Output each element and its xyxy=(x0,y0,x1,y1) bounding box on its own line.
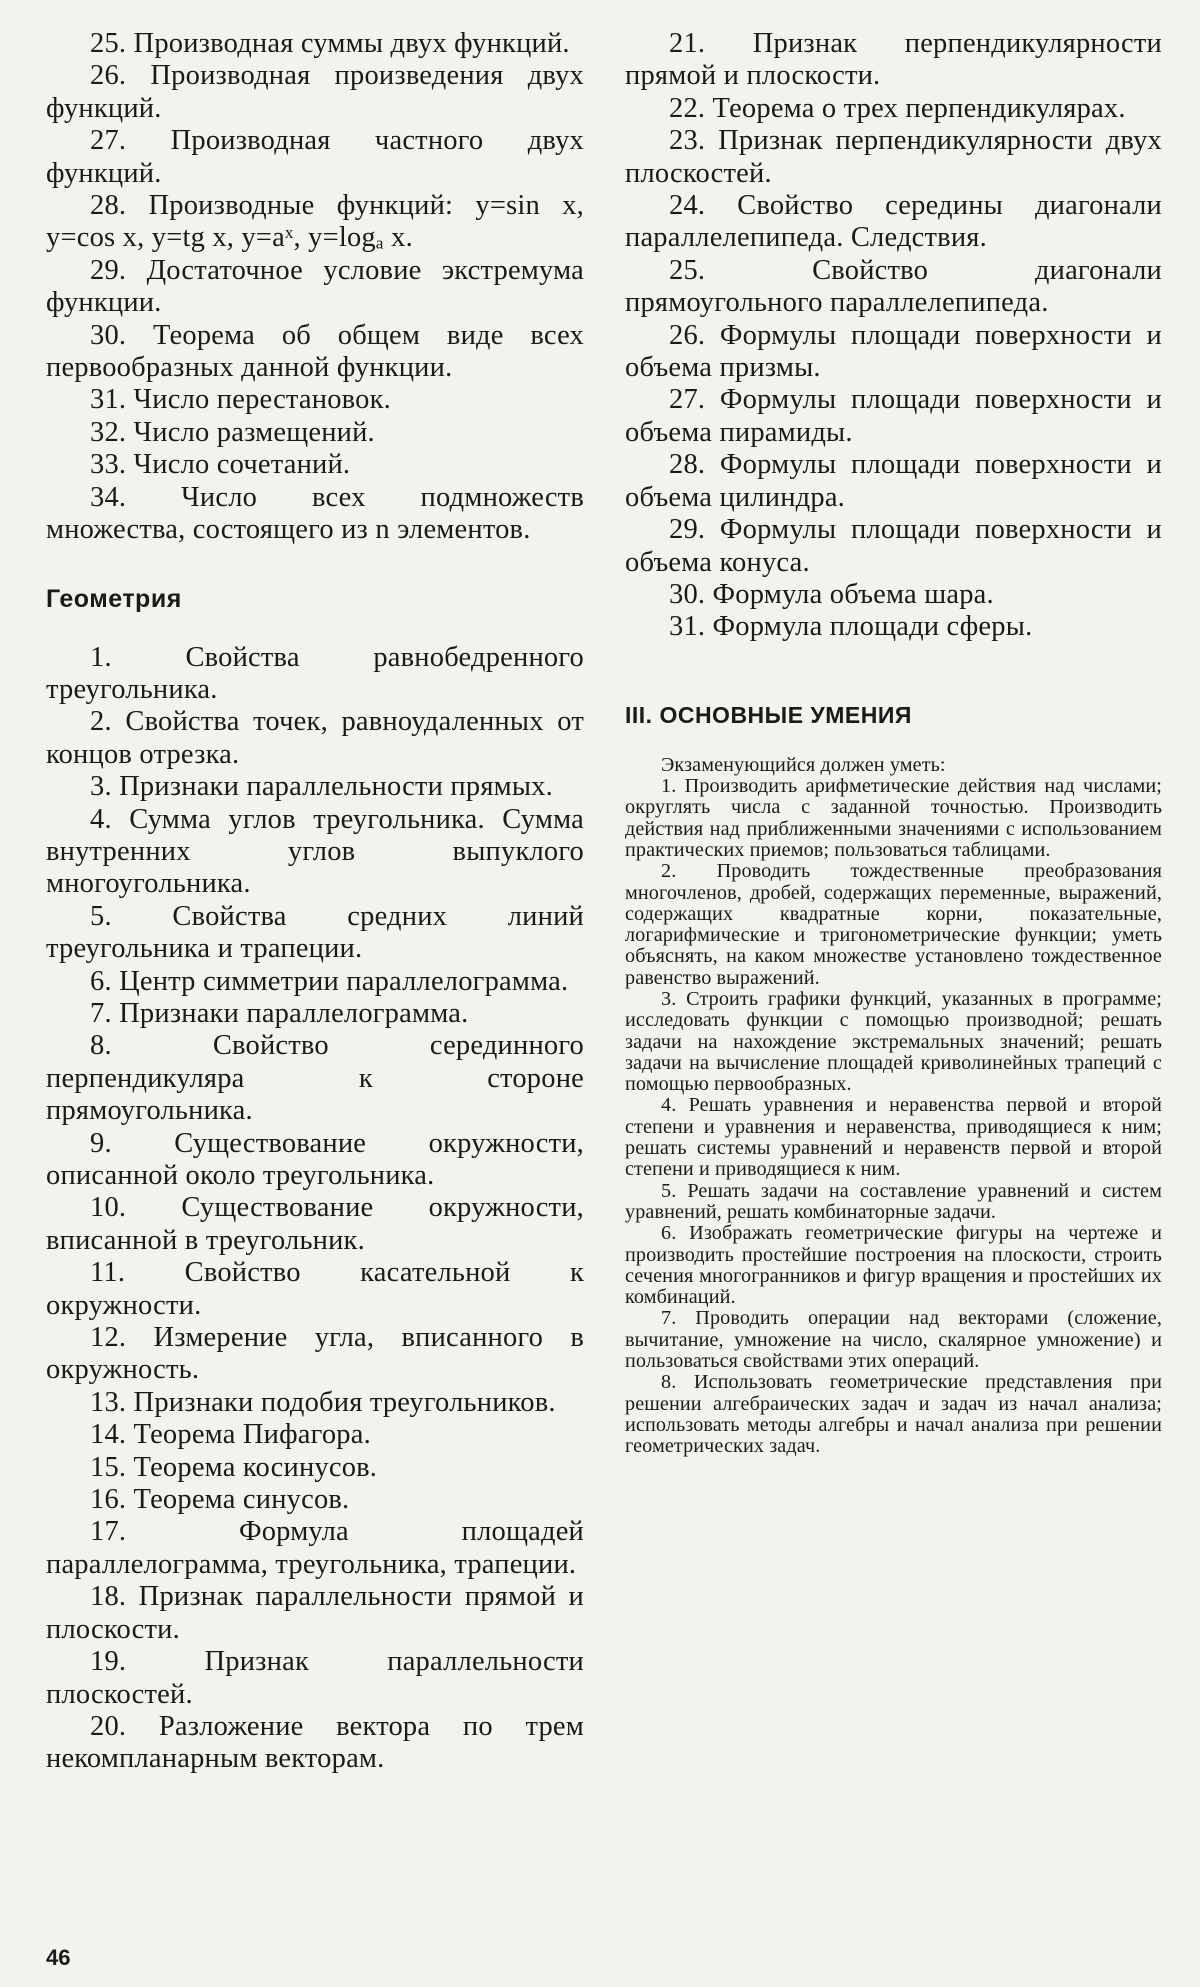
list-item: 30. Теорема об общем виде всех первообразных данной функции. xyxy=(46,319,584,384)
list-item: 34. Число всех подмножеств множества, состоящего из n элементов. xyxy=(46,481,584,546)
list-item: 20. Разложение вектора по трем некомпланарным векторам. xyxy=(46,1710,584,1775)
list-item: 17. Формула площадей параллелограмма, треугольника, трапеции. xyxy=(46,1516,584,1580)
skill-item: 5. Решать задачи на составление уравнений и систем уравнений, решать комбинаторные задачи. xyxy=(625,1179,1162,1223)
list-item: 31. Формула площади сферы. xyxy=(669,611,1033,643)
list-item: 23. Признак перпендикулярности двух плоскостей. xyxy=(625,125,1162,189)
list-item: 28. Производные функций: y=sin x, y=cos x, y=tg x, y=aˣ, y=logₐ x. xyxy=(46,190,584,254)
list-item: 18. Признак параллельности прямой и плоскости. xyxy=(46,1581,584,1645)
list-item: 26. Производная произведения двух функций. xyxy=(46,60,584,124)
skill-item: 8. Использовать геометрические представления при решении алгебраических задач и задач из начал анализа; использовать методы алгебры и начал анализа при решении геометрических задач. xyxy=(625,1371,1162,1458)
list-item: 24. Свойство середины диагонали параллелепипеда. Следствия. xyxy=(625,190,1162,254)
list-item: 32. Число размещений. xyxy=(90,416,375,448)
list-item: 30. Формула объема шара. xyxy=(669,578,994,610)
list-item: 25. Свойство диагонали прямоугольного параллелепипеда. xyxy=(625,254,1162,319)
skill-item: 4. Решать уравнения и неравенства первой и второй степени и уравнения и неравенства, приводящиеся к ним; решать системы уравнений и неравенств первой и второй степени и приводящиеся к ним. xyxy=(625,1094,1162,1181)
skill-item: 1. Производить арифметические действия над числами; округлять числа с заданной точностью. Производить действия над приближенными значениями с использованием практических приемов; пользоваться таблицами. xyxy=(625,775,1162,861)
list-item: 15. Теорема косинусов. xyxy=(90,1451,378,1483)
skills-heading: III. ОСНОВНЫЕ УМЕНИЯ xyxy=(625,701,912,728)
geometry-heading: Геометрия xyxy=(46,584,182,613)
list-item: 4. Сумма углов треугольника. Сумма внутренних углов выпуклого многоугольника. xyxy=(46,803,584,900)
list-item: 9. Существование окружности, описанной около треугольника. xyxy=(46,1127,584,1191)
skill-item: 3. Строить графики функций, указанных в программе; исследовать функции с помощью производной; решать задачи на нахождение экстремальных значений; решать задачи на вычисление площадей криволинейных трапеций с помощью первообразных. xyxy=(625,987,1162,1096)
list-item: 6. Центр симметрии параллелограмма. xyxy=(90,965,569,997)
list-item: 11. Свойство касательной к окружности. xyxy=(46,1257,584,1321)
list-item: 33. Число сочетаний. xyxy=(90,449,351,481)
list-item: 27. Производная частного двух функций. xyxy=(46,125,584,189)
right-column xyxy=(625,28,1162,1458)
list-item: 5. Свойства средних линий треугольника и трапеции. xyxy=(46,900,584,965)
list-item: 10. Существование окружности, вписанной в треугольник. xyxy=(46,1192,584,1256)
skill-item: 7. Проводить операции над векторами (сложение, вычитание, умножение на число, скалярное умножение) и пользоваться свойствами этих операций. xyxy=(625,1307,1162,1373)
skill-item: 6. Изображать геометрические фигуры на чертеже и производить простейшие построения на плоскости, строить сечения многогранников и фигур вращения и простейших их комбинаций. xyxy=(625,1222,1162,1309)
list-item: 29. Достаточное условие экстремума функции. xyxy=(46,254,584,319)
list-item: 14. Теорема Пифагора. xyxy=(90,1419,371,1451)
list-item: 19. Признак параллельности плоскостей. xyxy=(46,1646,584,1710)
list-item: 16. Теорема синусов. xyxy=(90,1484,350,1516)
list-item: 2. Свойства точек, равноудаленных от концов отрезка. xyxy=(46,706,584,770)
list-item: 27. Формулы площади поверхности и объема пирамиды. xyxy=(625,384,1162,448)
skills-intro: Экзаменующийся должен уметь: xyxy=(661,753,946,776)
list-item: 8. Свойство серединного перпендикуляра к стороне прямоугольника. xyxy=(46,1030,584,1127)
page-number: 46 xyxy=(46,1945,71,1970)
list-item: 13. Признаки подобия треугольников. xyxy=(90,1386,556,1418)
skill-item: 2. Проводить тождественные преобразования многочленов, дробей, содержащих переменные, выражений, содержащих квадратные корни, показательные, логарифмические и тригонометрические функции; уметь объяснять, на каком множестве установлено тождественное равенство выражений. xyxy=(625,860,1162,989)
left-column xyxy=(46,28,584,1776)
list-item: 31. Число перестановок. xyxy=(90,384,391,416)
list-item: 1. Свойства равнобедренного треугольника. xyxy=(46,641,584,705)
list-item: 28. Формулы площади поверхности и объема цилиндра. xyxy=(625,449,1162,513)
list-item: 26. Формулы площади поверхности и объема призмы. xyxy=(625,319,1162,384)
list-item: 21. Признак перпендикулярности прямой и плоскости. xyxy=(625,28,1162,92)
list-item: 12. Измерение угла, вписанного в окружность. xyxy=(46,1322,584,1386)
list-item: 3. Признаки параллельности прямых. xyxy=(90,771,553,803)
list-item: 22. Теорема о трех перпендикулярах. xyxy=(669,92,1126,124)
list-item: 25. Производная суммы двух функций. xyxy=(90,28,570,59)
list-item: 7. Признаки параллелограмма. xyxy=(90,997,469,1029)
list-item: 29. Формулы площади поверхности и объема конуса. xyxy=(625,514,1162,578)
